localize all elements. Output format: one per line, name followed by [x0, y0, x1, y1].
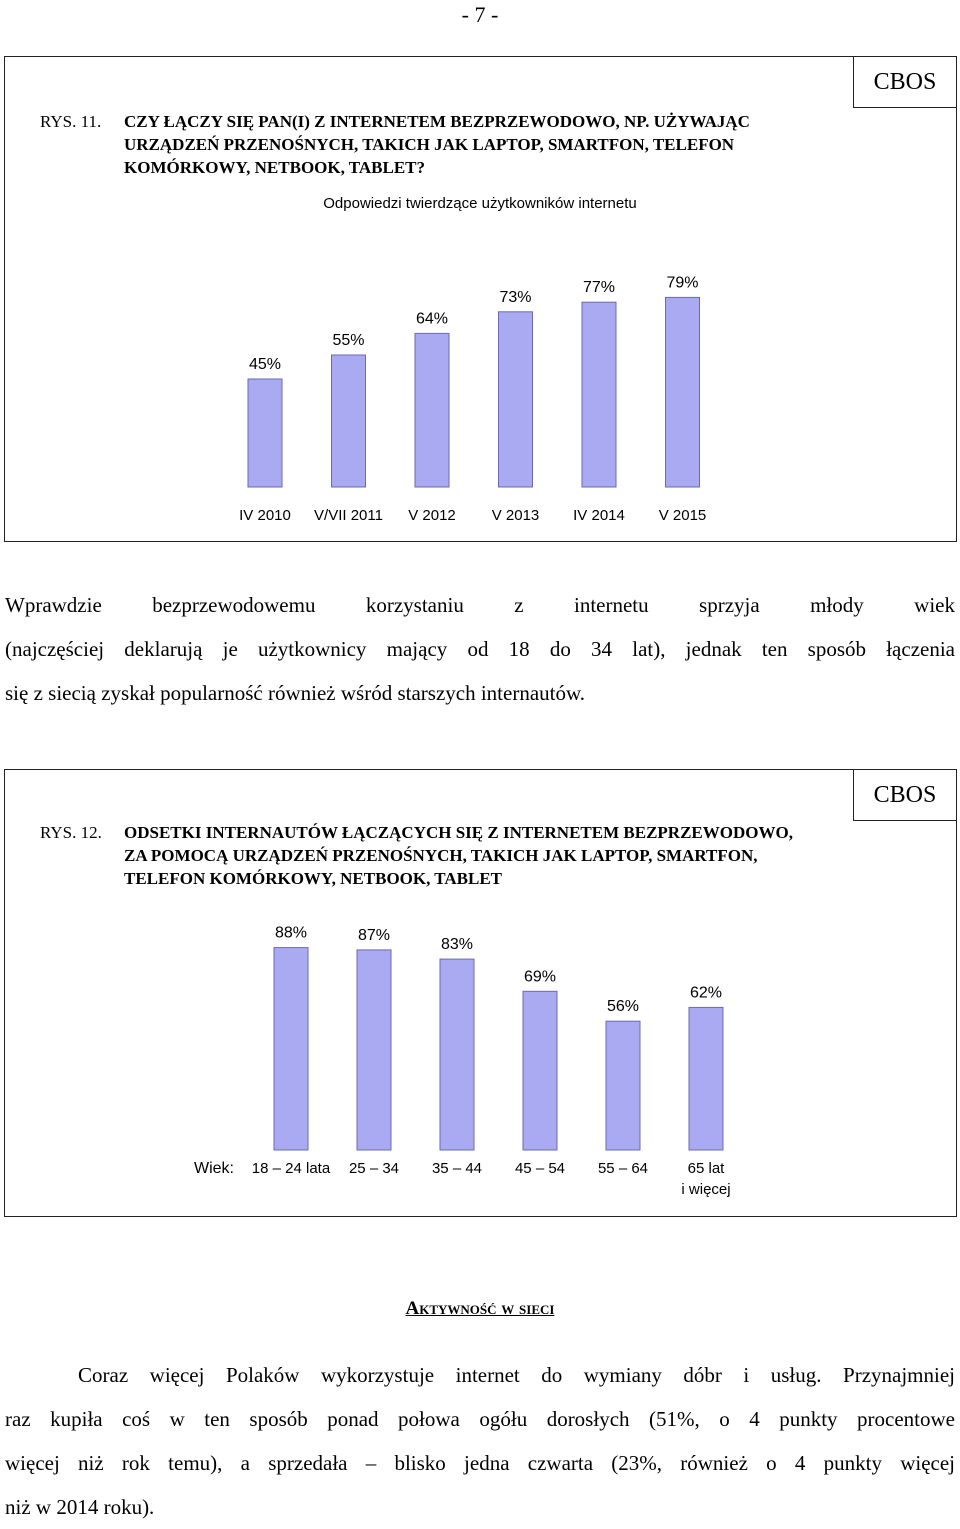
- data-label: 88%: [274, 924, 308, 942]
- category-label: IV 2010: [239, 507, 291, 524]
- data-label: 62%: [689, 984, 723, 1002]
- bar: [440, 959, 474, 1150]
- data-label: 79%: [666, 274, 699, 292]
- figure-1-title-line: URZĄDZEŃ PRZENOŚNYCH, TAKICH JAK LAPTOP, SMARTFON, TELEFON: [124, 135, 735, 154]
- category-label: 35 – 44: [431, 1160, 483, 1177]
- figure-2-title: [124, 821, 793, 890]
- figure-1-subtitle: Odpowiedzi twierdzące użytkowników internetu: [323, 195, 637, 212]
- paragraph-1-line: Wprawdzie bezprzewodowemu korzystaniu z internetu sprzyja młody wiek: [5, 593, 955, 617]
- data-label: 77%: [582, 279, 616, 297]
- paragraph-2-line: niż w 2014 roku).: [5, 1495, 155, 1519]
- category-label: 18 – 24 lata: [251, 1160, 331, 1177]
- figure-2-title-line: ODSETKI INTERNAUTÓW ŁĄCZĄCYCH SIĘ Z INTERNETEM BEZPRZEWODOWO,: [124, 823, 793, 842]
- bar: [248, 379, 282, 487]
- figure-1-title-line: CZY ŁĄCZY SIĘ PAN(I) Z INTERNETEM BEZPRZEWODOWO, NP. UŻYWAJĄC: [124, 112, 750, 131]
- category-label: 65 lat: [687, 1160, 725, 1177]
- bar: [582, 302, 616, 487]
- bar: [357, 950, 391, 1150]
- data-label: 73%: [499, 288, 532, 306]
- category-label: V 2013: [491, 507, 540, 524]
- figure-2-title-line: ZA POMOCĄ URZĄDZEŃ PRZENOŚNYCH, TAKICH JAK LAPTOP, SMARTFON,: [124, 846, 758, 865]
- category-label: 55 – 64: [597, 1160, 649, 1177]
- figure-1-title: [124, 110, 750, 179]
- figure-2-label: RYS. 12.: [40, 823, 102, 842]
- paragraph-2: [5, 1353, 955, 1529]
- paragraph-1-line: się z siecią zyskał popularność również wśród starszych internautów.: [5, 681, 586, 705]
- data-label: 69%: [523, 968, 557, 986]
- data-label: 56%: [606, 998, 640, 1016]
- data-label: 55%: [332, 332, 365, 349]
- bar: [499, 312, 533, 487]
- bar: [415, 333, 449, 487]
- category-label: V/VII 2011: [314, 507, 383, 524]
- category-label: IV 2014: [573, 507, 625, 524]
- category-label: 45 – 54: [514, 1160, 566, 1177]
- bar: [666, 297, 700, 487]
- bar: [523, 991, 557, 1150]
- chart-1: [4, 250, 957, 550]
- figure-1-source-cbos: CBOS: [853, 56, 957, 108]
- data-label: 45%: [248, 356, 282, 373]
- page-number: - 7 -: [461, 2, 499, 27]
- chart-2: [4, 905, 957, 1205]
- category-label: 25 – 34: [348, 1160, 400, 1177]
- section-heading: Aktywność w sieci: [405, 1298, 555, 1319]
- figure-2-title-line: TELEFON KOMÓRKOWY, NETBOOK, TABLET: [124, 869, 503, 888]
- axis-prefix-label: Wiek:: [194, 1160, 234, 1177]
- paragraph-2-line: raz kupiła coś w ten sposób ponad połowa ogółu dorosłych (51%, o 4 punkty procentowe: [5, 1407, 955, 1431]
- category-label: V 2015: [658, 507, 707, 524]
- data-label: 64%: [415, 310, 449, 328]
- paragraph-2-line: Coraz więcej Polaków wykorzystuje internet do wymiany dóbr i usług. Przynajmniej: [78, 1363, 955, 1387]
- category-label: V 2012: [408, 507, 456, 524]
- paragraph-2-line: więcej niż rok temu), a sprzedała – blisko jedna czwarta (23%, również o 4 punkty więcej: [5, 1451, 955, 1475]
- paragraph-1: [5, 583, 955, 715]
- data-label: 83%: [440, 936, 474, 954]
- category-label: i więcej: [681, 1181, 731, 1198]
- figure-1-title-line: KOMÓRKOWY, NETBOOK, TABLET?: [124, 158, 426, 177]
- bar: [606, 1021, 640, 1150]
- data-label: 87%: [357, 926, 391, 944]
- bar: [274, 948, 308, 1150]
- figure-2-source-cbos: CBOS: [853, 769, 957, 821]
- paragraph-1-line: (najczęściej deklarują je użytkownicy mający od 18 do 34 lat), jednak ten sposób łączenia: [5, 637, 955, 661]
- bar: [332, 355, 366, 487]
- bar: [689, 1007, 723, 1150]
- figure-1-label: RYS. 11.: [40, 112, 102, 131]
